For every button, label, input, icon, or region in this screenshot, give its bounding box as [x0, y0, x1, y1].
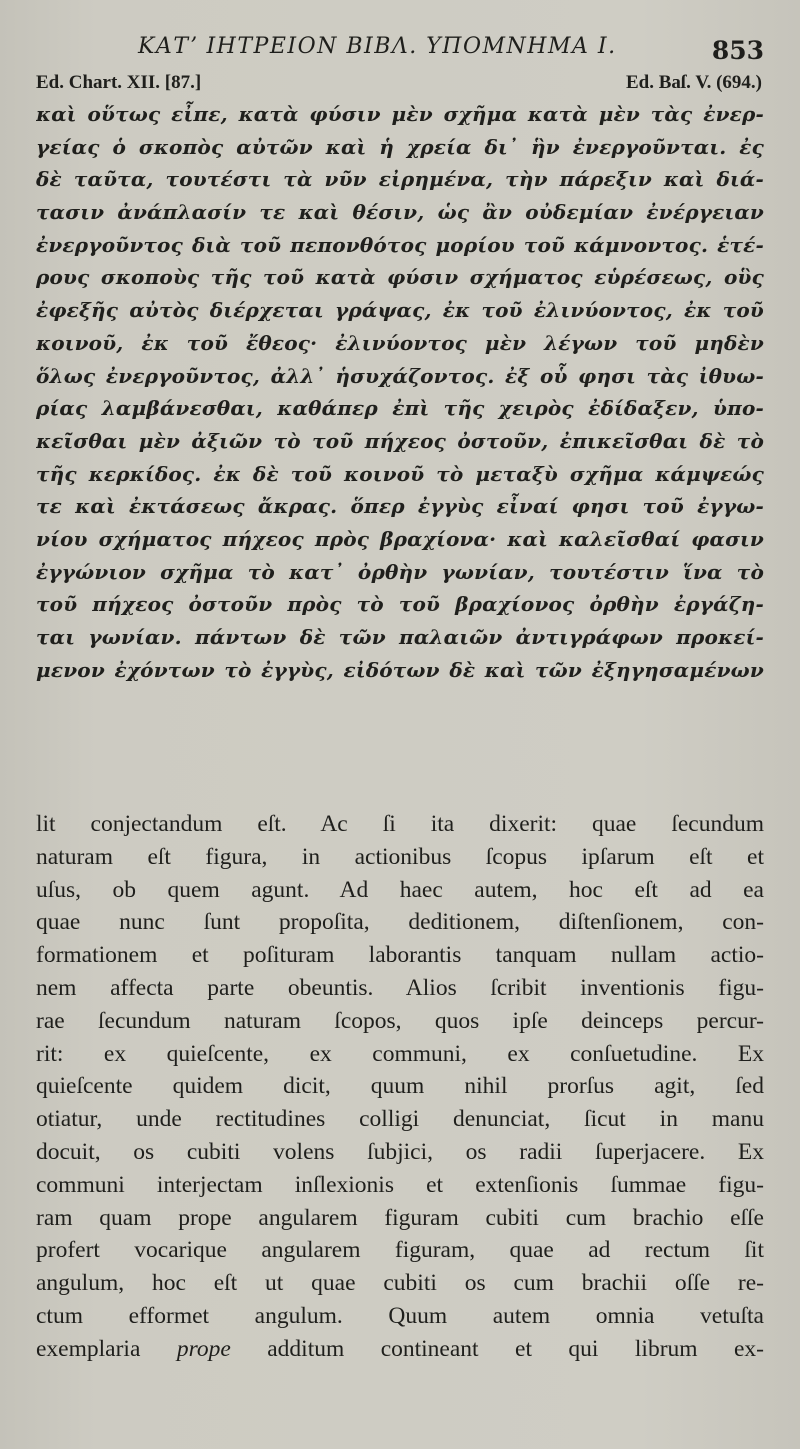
greek-line: ρους σκοποὺς τῆς τοῦ κατὰ φύσιν σχήματος εὑρέσεως, οὓς	[36, 265, 764, 290]
latin-line: naturam eſt figura, in actionibus ſcopus ipſarum eſt et	[36, 843, 764, 870]
greek-line: γείας ὁ σκοπὸς αὐτῶν καὶ ἡ χρεία δι᾽ ἣν ἐνεργοῦνται. ἐς	[36, 134, 764, 159]
greek-line: ται γωνίαν. πάντων δὲ τῶν παλαιῶν ἀντιγράφων προκεί-	[36, 625, 764, 649]
latin-line: rae ſecundum naturam ſcopos, quos ipſe deinceps percur-	[36, 1007, 764, 1034]
greek-line: ἐφεξῆς αὐτὸς διέρχεται γράψας, ἐκ τοῦ ἐλινύοντος, ἐκ τοῦ	[36, 298, 764, 323]
latin-line: ram quam prope angularem figuram cubiti cum brachio eſſe	[36, 1204, 764, 1231]
greek-line: τοῦ πήχεος ὀστοῦν πρὸς τὸ τοῦ βραχίονος ὀρθὴν ἐργάζη-	[36, 592, 764, 617]
greek-line: νίου σχήματος πήχεος πρὸς βραχίονα· καὶ καλεῖσθαί φασιν	[36, 526, 764, 551]
greek-line: τῆς κερκίδος. ἐκ δὲ τοῦ κοινοῦ τὸ μεταξὺ σχῆμα κάμψεώς	[36, 461, 764, 486]
greek-line: δὲ ταῦτα, τουτέστι τὰ νῦν εἰρημένα, τὴν πάρεξιν καὶ διά-	[36, 167, 764, 192]
latin-line: quae nunc ſunt propoſita, deditionem, diſtenſionem, con-	[36, 909, 764, 936]
greek-line: τασιν ἀνάπλασίν τε καὶ θέσιν, ὡς ἂν οὐδεμίαν ἐνέργειαν	[36, 200, 764, 225]
latin-line: nem affecta parte obeuntis. Alios ſcribit inventionis figu-	[36, 974, 764, 1001]
page-header	[0, 34, 800, 70]
latin-text-segment: additum contineant et qui librum ex-	[230, 1335, 764, 1362]
latin-line: docuit, os cubiti volens ſubjici, os radii ſuperjacere. Ex	[36, 1138, 764, 1165]
edition-reference-chart: Ed. Chart. XII. [87.]	[36, 72, 202, 93]
greek-line: ἐγγώνιον σχῆμα τὸ κατ᾽ ὀρθὴν γωνίαν, τουτέστιν ἵνα τὸ	[36, 559, 764, 584]
greek-line: ρίας λαμβάνεσθαι, καθάπερ ἐπὶ τῆς χειρὸς ἐδίδαξεν, ὑπο-	[36, 396, 764, 421]
latin-line: ctum efformet angulum. Quum autem omnia vetuſta	[36, 1302, 764, 1329]
greek-line: ὅλως ἐνεργοῦντος, ἀλλ᾽ ἡσυχάζοντος. ἐξ οὗ φησι τὰς ἰθυω-	[36, 363, 764, 388]
latin-text-block	[36, 808, 764, 1366]
latin-line: rit: ex quieſcente, ex communi, ex conſuetudine. Ex	[36, 1040, 764, 1067]
greek-line: τε καὶ ἐκτάσεως ἄκρας. ὅπερ ἐγγὺς εἶναί φησι τοῦ ἐγγω-	[36, 494, 764, 519]
latin-italic-word: prope	[176, 1335, 231, 1362]
latin-line: quieſcente quidem dicit, quum nihil prorſus agit, ſed	[36, 1073, 764, 1100]
latin-line-last	[36, 1333, 764, 1366]
greek-line: ἐνεργοῦντος διὰ τοῦ πεπονθότος μορίου τοῦ κάμνοντος. ἑτέ-	[36, 232, 764, 257]
latin-line: angulum, hoc eſt ut quae cubiti os cum brachii oſſe re-	[36, 1270, 764, 1297]
latin-line: otiatur, unde rectitudines colligi denunciat, ſicut in manu	[36, 1106, 764, 1133]
greek-line: μενον ἐχόντων τὸ ἐγγὺς, εἰδότων δὲ καὶ τῶν ἐξηγησαμένων	[36, 657, 764, 682]
latin-line: communi interjectam inſlexionis et extenſionis ſummae figu-	[36, 1171, 764, 1198]
greek-line: κοινοῦ, ἐκ τοῦ ἔθεος· ἐλινύοντος μὲν λέγων τοῦ μηδὲν	[36, 330, 764, 355]
page-number: 853	[711, 36, 764, 65]
latin-line: formationem et poſituram laborantis tanquam nullam actio-	[36, 942, 764, 969]
latin-text-segment: exemplaria	[36, 1335, 177, 1362]
latin-line: profert vocarique angularem figuram, quae ad rectum ſit	[36, 1237, 764, 1264]
latin-line: lit conjectandum eſt. Ac ſi ita dixerit: quae ſecundum	[36, 811, 764, 837]
greek-line: καὶ οὕτως εἶπε, κατὰ φύσιν μὲν σχῆμα κατὰ μὲν τὰς ἐνερ-	[36, 102, 764, 126]
greek-text-block	[36, 98, 764, 686]
greek-line: κεῖσθαι μὲν ἀξιῶν τὸ τοῦ πήχεος ὀστοῦν, ἐπικεῖσθαι δὲ τὸ	[36, 428, 764, 453]
latin-line: uſus, ob quem agunt. Ad haec autem, hoc eſt ad ea	[36, 876, 764, 903]
edition-reference-basel: Ed. Baſ. V. (694.)	[625, 72, 762, 93]
running-head: ΚΑΤʼ ΙΗΤΡΕΙΟΝ ΒΙΒΛ. ΥΠΟΜΝΗΜΑ Ι.	[138, 34, 617, 59]
edition-references	[36, 72, 762, 96]
